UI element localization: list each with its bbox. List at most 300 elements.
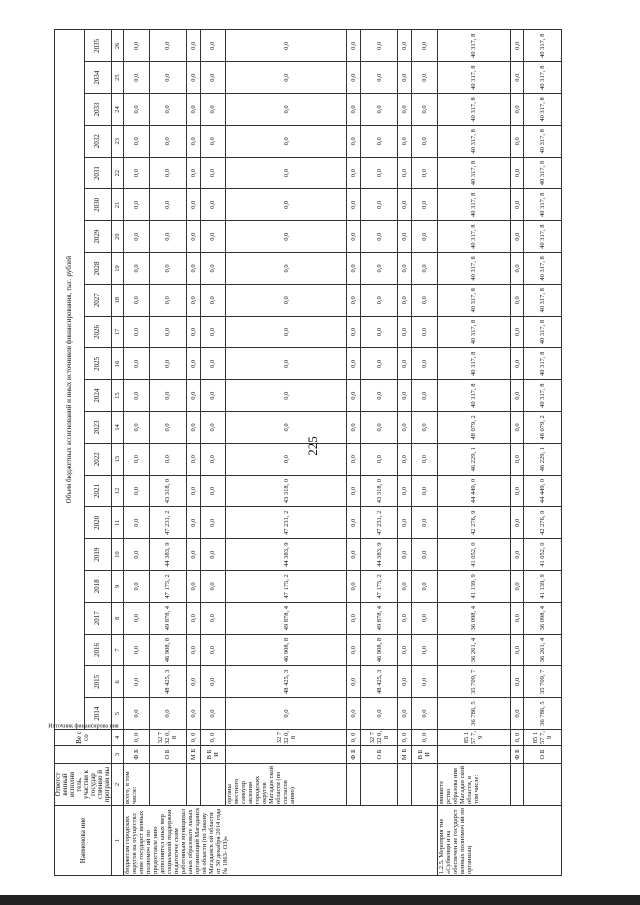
row-value: 0,0 [398,189,412,221]
row-value: 0,0 [398,602,412,634]
row-value: 46 908, 8 [226,634,347,666]
row-value: 0,0 [187,94,201,126]
row-value: 0,0 [360,157,397,189]
row-source: Ф Б [347,746,361,764]
row-value: 0,0 [200,189,226,221]
row-value: 0,0 [187,634,201,666]
row-value: 0,0 [149,94,186,126]
row-source: Ф Б [124,746,150,764]
row-value: 40 317, 8 [437,125,510,157]
row-value: 43 318, 0 [226,475,347,507]
table-row [347,30,361,876]
header-row [55,30,85,876]
column-number-row [112,30,124,876]
row-value: 0,0 [187,507,201,539]
row-value: 0,0 [187,125,201,157]
row-value: 0,0 [360,62,397,94]
row-value: 48 425, 3 [149,666,186,698]
row-value: 47 231, 2 [360,507,397,539]
row-value: 44 383, 9 [149,539,186,571]
row-responsible [347,764,361,806]
row-value: 40 317, 8 [524,125,562,157]
row-value: 0,0 [124,189,150,221]
row-value: 0,0 [200,507,226,539]
row-value: 48 425, 3 [226,666,347,698]
row-value: 0,0 [411,698,437,730]
row-value: 46 908, 8 [360,634,397,666]
row-value: 0,0 [124,412,150,444]
row-value: 0,0 [124,475,150,507]
column-number: 22 [112,157,124,189]
row-value: 0,0 [226,253,347,285]
column-number: 23 [112,125,124,157]
row-value: 46 229, 1 [437,443,510,475]
row-value: 0,0 [200,634,226,666]
row-value: 36 261, 4 [437,634,510,666]
column-number: 14 [112,412,124,444]
row-value: 0,0 [347,221,361,253]
row-source: М Б [398,746,412,764]
header-source-funding-text: Источник финансирова ния [48,723,119,730]
row-value: 0,0 [187,284,201,316]
row-value: 0,0 [411,348,437,380]
column-number: 7 [112,634,124,666]
row-source: Ф Б [510,746,524,764]
row-value: 0,0 [411,475,437,507]
row-value: 40 317, 8 [437,284,510,316]
row-value: 0,0 [360,284,397,316]
row-value: 40 317, 8 [524,316,562,348]
row-value: 0,0 [226,348,347,380]
row-code: 0, 0 [187,730,201,746]
row-value: 40 317, 8 [437,30,510,62]
row-value: 0,0 [200,380,226,412]
row-value: 0,0 [510,539,524,571]
row-value: 0,0 [398,571,412,603]
row-value: 0,0 [398,316,412,348]
row-code: 0, 0 [510,730,524,746]
row-value: 44 383, 9 [360,539,397,571]
row-value: 0,0 [398,380,412,412]
header-year: 2028 [84,253,111,285]
row-value: 47 175, 2 [226,571,347,603]
row-value: 0,0 [347,316,361,348]
row-value: 0,0 [398,698,412,730]
row-source: М Б [187,746,201,764]
row-value: 0,0 [398,221,412,253]
row-responsible [187,764,201,806]
row-code: 85 1 57 7, 9 [524,730,562,746]
row-value: 0,0 [398,412,412,444]
row-value: 0,0 [360,443,397,475]
row-value: 0,0 [149,316,186,348]
column-number: 15 [112,380,124,412]
row-source: О Б [360,746,397,764]
header-responsible: Ответст венный исполни тель, участни к государ ственно й програм мы [55,764,112,806]
row-code: 32 7 32 0, 8 [360,730,397,746]
header-name: Наименова ние [55,806,112,876]
row-value: 0,0 [187,348,201,380]
row-value: 0,0 [187,539,201,571]
row-value: 0,0 [124,666,150,698]
row-value: 0,0 [360,221,397,253]
table-row [124,30,150,876]
row-value: 0,0 [510,698,524,730]
row-value: 0,0 [200,62,226,94]
row-value: 44 449, 0 [524,475,562,507]
row-value: 40 317, 8 [524,253,562,285]
row-value: 0,0 [200,602,226,634]
row-value: 0,0 [360,412,397,444]
row-value: 0,0 [510,348,524,380]
row-value: 0,0 [124,634,150,666]
row-value: 40 317, 8 [437,62,510,94]
row-value: 40 317, 8 [437,253,510,285]
row-value: 0,0 [187,253,201,285]
column-number: 2 [112,764,124,806]
funding-table [48,29,562,876]
row-code: 0, 0 [347,730,361,746]
row-value: 0,0 [510,380,524,412]
row-value: 46 908, 8 [149,634,186,666]
row-value: 0,0 [187,475,201,507]
column-number: 6 [112,666,124,698]
row-value: 49 878, 4 [360,602,397,634]
row-value: 0,0 [510,602,524,634]
header-year: 2031 [84,157,111,189]
column-number: 8 [112,602,124,634]
header-year: 2015 [84,666,111,698]
row-value: 0,0 [510,316,524,348]
row-value: 0,0 [200,284,226,316]
header-year: 2025 [84,348,111,380]
row-value: 0,0 [124,348,150,380]
row-value: 36 261, 4 [524,634,562,666]
row-source: В Б И [411,746,437,764]
header-year: 2022 [84,443,111,475]
row-value: 0,0 [411,30,437,62]
table-row [149,30,186,876]
row-value: 0,0 [411,284,437,316]
row-value: 0,0 [347,348,361,380]
row-value: 0,0 [510,284,524,316]
row-value: 0,0 [187,666,201,698]
row-value: 0,0 [226,316,347,348]
row-value: 0,0 [510,189,524,221]
header-year: 2035 [84,30,111,62]
row-code: 0, 0 [411,730,437,746]
row-value: 0,0 [200,316,226,348]
row-value: 41 052, 0 [524,539,562,571]
row-value: 0,0 [187,189,201,221]
row-name: бюджетам городских округов на осуществл ение государст венных полномоч ий по предоставле нию дополнител ьных мер социальной поддержки педагогиче ским работникам муниципал ьных образовате льных организаций Магаданск ой области (по Закону Магаданск ой области от 30 декабря 2014 года № 1863- ОЗ)» [124,806,438,876]
row-value: 40 317, 8 [524,284,562,316]
row-value: 44 449, 0 [437,475,510,507]
row-code: 32 7 32 0, 8 [226,730,347,746]
row-value: 40 317, 8 [524,157,562,189]
row-value: 0,0 [411,125,437,157]
row-value: 48 079, 2 [524,412,562,444]
row-value: 0,0 [200,221,226,253]
row-value: 0,0 [510,412,524,444]
header-year: 2032 [84,125,111,157]
header-group: Объем бюджетных ассигнований и иных источников финансирования, тыс. рублей [55,30,85,730]
row-value: 0,0 [411,62,437,94]
row-value: 0,0 [360,348,397,380]
row-value: 0,0 [398,125,412,157]
row-value: 0,0 [347,62,361,94]
row-value: 40 317, 8 [437,157,510,189]
row-value: 40 317, 8 [437,189,510,221]
row-value: 0,0 [226,62,347,94]
row-value: 0,0 [347,189,361,221]
table-row [360,30,397,876]
row-value: 49 878, 4 [226,602,347,634]
row-value: 0,0 [124,539,150,571]
row-value: 0,0 [347,507,361,539]
column-number: 5 [112,698,124,730]
row-value: 0,0 [411,94,437,126]
row-value: 43 318, 0 [149,475,186,507]
row-value: 0,0 [510,253,524,285]
row-value: 40 317, 8 [437,94,510,126]
row-source [437,746,510,764]
row-value: 0,0 [411,507,437,539]
row-value: 0,0 [149,157,186,189]
table-row [437,30,510,876]
row-value: 0,0 [149,443,186,475]
row-value: 0,0 [200,666,226,698]
row-code: 85 1 57 7, 9 [437,730,510,746]
table-row [411,30,437,876]
row-value: 0,0 [398,284,412,316]
row-value: 40 317, 8 [524,380,562,412]
header-year: 2020 [84,507,111,539]
row-value: 0,0 [347,284,361,316]
row-value: 0,0 [398,253,412,285]
row-value: 0,0 [226,443,347,475]
row-value: 0,0 [398,348,412,380]
row-value: 0,0 [200,443,226,475]
row-value: 0,0 [360,189,397,221]
header-code: Ве с со [55,730,112,746]
row-value: 0,0 [187,443,201,475]
row-value: 0,0 [360,125,397,157]
row-value: 0,0 [411,253,437,285]
row-value: 0,0 [124,698,150,730]
row-value: 0,0 [149,189,186,221]
table-row [524,30,562,876]
column-number: 10 [112,539,124,571]
row-responsible [149,764,186,806]
row-value: 41 139, 9 [524,571,562,603]
row-value: 0,0 [398,666,412,698]
row-value: 0,0 [187,412,201,444]
header-year: 2016 [84,634,111,666]
row-value: 0,0 [226,125,347,157]
column-number: 11 [112,507,124,539]
row-value: 0,0 [398,539,412,571]
row-value: 47 231, 2 [226,507,347,539]
row-value: 0,0 [398,634,412,666]
row-value: 0,0 [347,475,361,507]
column-number: 24 [112,94,124,126]
header-year: 2021 [84,475,111,507]
row-value: 35 709, 7 [437,666,510,698]
row-value: 0,0 [124,125,150,157]
row-value: 0,0 [510,634,524,666]
row-value: 0,0 [187,316,201,348]
column-number: 25 [112,62,124,94]
column-number: 12 [112,475,124,507]
row-value: 36 786, 5 [524,698,562,730]
table-row [187,30,201,876]
funding-table-rotated [48,33,562,876]
row-source: О Б [149,746,186,764]
row-value: 0,0 [347,30,361,62]
row-value: 42 276, 9 [524,507,562,539]
row-value: 0,0 [187,221,201,253]
page-number-text: 225 [305,436,320,456]
row-value: 0,0 [510,443,524,475]
row-value: 0,0 [124,443,150,475]
row-value: 0,0 [510,125,524,157]
row-value: 0,0 [149,284,186,316]
row-value: 40 317, 8 [524,62,562,94]
row-value: 0,0 [360,380,397,412]
row-value: 0,0 [124,30,150,62]
row-value: 43 318, 0 [360,475,397,507]
row-responsible: органы местного самоупр авления городских округов Магадан ской области (по согласов анию) [226,764,347,806]
row-value: 0,0 [226,412,347,444]
row-value: 0,0 [347,94,361,126]
row-responsible: министе рство образова ния Магадан ской области, в том числе: [437,764,510,806]
row-value: 0,0 [510,157,524,189]
header-year: 2023 [84,412,111,444]
row-value: 0,0 [411,539,437,571]
header-year: 2030 [84,189,111,221]
scan-edge [0,895,640,905]
row-value: 0,0 [510,221,524,253]
header-year: 2029 [84,221,111,253]
row-value: 49 878, 4 [149,602,186,634]
row-value: 0,0 [411,157,437,189]
row-value: 0,0 [187,698,201,730]
table-row [200,30,226,876]
header-year: 2033 [84,94,111,126]
row-value: 0,0 [124,221,150,253]
header-year: 2026 [84,316,111,348]
header-year: 2024 [84,380,111,412]
row-value: 0,0 [226,380,347,412]
table-row [510,30,524,876]
row-value: 0,0 [200,30,226,62]
row-source [226,746,347,764]
row-value: 0,0 [124,284,150,316]
row-value: 0,0 [411,602,437,634]
row-value: 0,0 [510,94,524,126]
row-value: 42 276, 9 [437,507,510,539]
row-value: 0,0 [124,571,150,603]
row-value: 0,0 [510,62,524,94]
column-number: 3 [112,746,124,764]
row-value: 0,0 [347,443,361,475]
row-value: 0,0 [398,507,412,539]
row-value: 47 175, 2 [149,571,186,603]
column-number: 20 [112,221,124,253]
row-value: 0,0 [347,157,361,189]
row-value: 0,0 [187,30,201,62]
row-source: О Б [524,746,562,764]
row-value: 0,0 [510,475,524,507]
row-value: 0,0 [200,539,226,571]
row-value: 0,0 [347,571,361,603]
row-value: 0,0 [124,602,150,634]
row-value: 0,0 [411,380,437,412]
row-value: 0,0 [411,316,437,348]
column-number: 17 [112,316,124,348]
header-year: 2014 [84,698,111,730]
row-value: 0,0 [124,157,150,189]
row-value: 40 317, 8 [524,189,562,221]
row-value: 0,0 [149,253,186,285]
table-row [398,30,412,876]
row-value: 0,0 [187,380,201,412]
header-year: 2034 [84,62,111,94]
row-value: 0,0 [360,316,397,348]
row-value: 0,0 [149,62,186,94]
row-value: 0,0 [226,157,347,189]
row-responsible [510,764,524,806]
header-year: 2019 [84,539,111,571]
row-value: 0,0 [347,698,361,730]
row-value: 0,0 [347,380,361,412]
row-value: 0,0 [149,30,186,62]
row-responsible: всего, в том числе: [124,764,150,806]
row-code: 0, 0 [200,730,226,746]
row-value: 0,0 [411,412,437,444]
row-value: 0,0 [200,253,226,285]
row-code: 0, 0 [398,730,412,746]
row-value: 0,0 [398,94,412,126]
row-value: 0,0 [226,221,347,253]
row-source: В Б И [200,746,226,764]
row-value: 0,0 [347,666,361,698]
row-value: 0,0 [398,62,412,94]
row-value: 47 175, 2 [360,571,397,603]
row-value: 0,0 [411,443,437,475]
row-value: 0,0 [187,602,201,634]
row-value: 0,0 [149,380,186,412]
row-code: 32 7 32 0, 8 [149,730,186,746]
row-value: 0,0 [187,157,201,189]
row-value: 0,0 [411,666,437,698]
row-value: 0,0 [226,94,347,126]
row-responsible [411,764,437,806]
row-value: 44 383, 9 [226,539,347,571]
row-value: 0,0 [200,157,226,189]
row-value: 0,0 [398,157,412,189]
row-value: 47 231, 2 [149,507,186,539]
row-value: 40 317, 8 [437,221,510,253]
row-value: 41 052, 0 [437,539,510,571]
row-value: 0,0 [149,698,186,730]
row-value: 48 425, 3 [360,666,397,698]
column-number: 21 [112,189,124,221]
row-value: 0,0 [510,571,524,603]
row-value: 0,0 [510,507,524,539]
row-value: 0,0 [200,94,226,126]
